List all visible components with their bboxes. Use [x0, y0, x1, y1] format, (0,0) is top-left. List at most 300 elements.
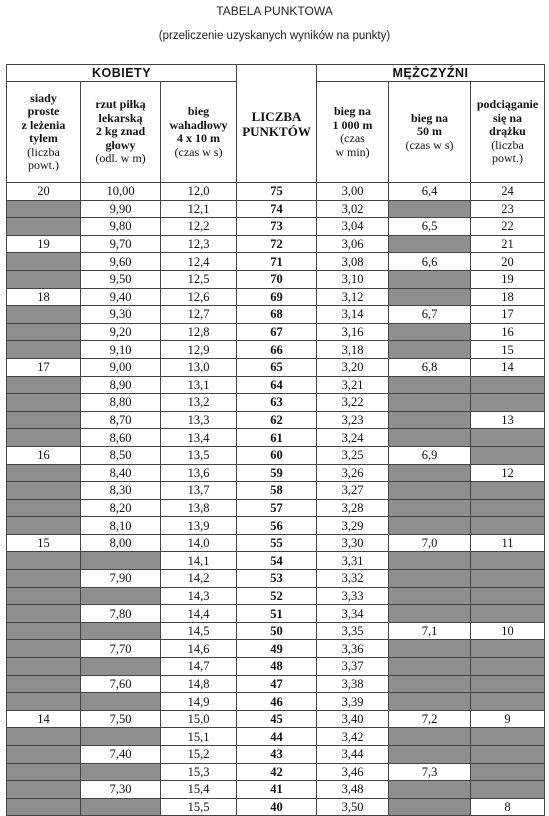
points-cell: 71: [237, 253, 317, 271]
pullups-cell: [471, 728, 545, 746]
points-cell: 67: [237, 323, 317, 341]
shuttle-run-cell: 13,0: [161, 358, 237, 376]
run-1000m-cell: 3,30: [317, 534, 389, 552]
situps-cell: [7, 728, 81, 746]
ball-throw-cell: 8,60: [81, 429, 161, 447]
ball-throw-cell: 9,00: [81, 358, 161, 376]
run-50m-cell: [389, 464, 471, 482]
ball-throw-cell: 9,50: [81, 270, 161, 288]
situps-cell: [7, 482, 81, 500]
shuttle-run-cell: 12,8: [161, 323, 237, 341]
ball-throw-cell: [81, 622, 161, 640]
pullups-cell: 12: [471, 464, 545, 482]
ball-throw-cell: 9,30: [81, 306, 161, 324]
shuttle-run-cell: 12,1: [161, 200, 237, 218]
ball-throw-cell: [81, 587, 161, 605]
table-row: [7, 675, 545, 693]
points-cell: 72: [237, 235, 317, 253]
run-50m-header: [389, 82, 471, 183]
run-1000m-cell: 3,12: [317, 288, 389, 306]
run-1000m-cell: 3,27: [317, 482, 389, 500]
situps-cell: [7, 218, 81, 236]
run-1000m-cell: 3,26: [317, 464, 389, 482]
run-50m-cell: 7,3: [389, 763, 471, 781]
ball-throw-cell: 9,40: [81, 288, 161, 306]
table-row: [7, 323, 545, 341]
header-line: 2 kg znad: [95, 124, 146, 139]
ball-throw-cell: 9,20: [81, 323, 161, 341]
pullups-cell: 22: [471, 218, 545, 236]
shuttle-run-cell: 14,3: [161, 587, 237, 605]
situps-cell: 14: [7, 710, 81, 728]
shuttle-run-cell: 13,5: [161, 446, 237, 464]
points-cell: 47: [237, 675, 317, 693]
pullups-cell: 16: [471, 323, 545, 341]
points-cell: 74: [237, 200, 317, 218]
table-row: [7, 746, 545, 764]
ball-throw-cell: 9,90: [81, 200, 161, 218]
points-cell: 48: [237, 658, 317, 676]
situps-cell: 20: [7, 183, 81, 201]
shuttle-run-cell: 12,0: [161, 183, 237, 201]
run-50m-cell: 6,4: [389, 183, 471, 201]
run-50m-cell: 7,2: [389, 710, 471, 728]
table-row: [7, 781, 545, 799]
situps-cell: [7, 323, 81, 341]
situps-cell: [7, 429, 81, 447]
points-cell: 45: [237, 710, 317, 728]
table-row: [7, 728, 545, 746]
situps-cell: [7, 499, 81, 517]
pullups-cell: 10: [471, 622, 545, 640]
ball-throw-cell: 8,40: [81, 464, 161, 482]
points-cell: 66: [237, 341, 317, 359]
header-unit: powt.): [28, 158, 59, 172]
points-cell: 63: [237, 394, 317, 412]
header-line: siady: [30, 90, 57, 105]
shuttle-run-cell: 12,4: [161, 253, 237, 271]
situps-cell: [7, 658, 81, 676]
header-line: wahadłowy: [169, 117, 228, 132]
situps-cell: [7, 253, 81, 271]
run-1000m-cell: 3,33: [317, 587, 389, 605]
situps-cell: [7, 552, 81, 570]
run-50m-cell: [389, 341, 471, 359]
header-line: z leżenia: [21, 117, 66, 132]
header-line: bieg na: [334, 104, 372, 118]
points-cell: 52: [237, 587, 317, 605]
points-cell: 61: [237, 429, 317, 447]
run-1000m-cell: 3,35: [317, 622, 389, 640]
pullups-cell: [471, 499, 545, 517]
shuttle-run-cell: 14,5: [161, 622, 237, 640]
ball-throw-cell: [81, 693, 161, 711]
situps-header: [7, 82, 81, 183]
shuttle-run-cell: 14,6: [161, 640, 237, 658]
header-line: podciąganie: [476, 97, 539, 112]
points-cell: 60: [237, 446, 317, 464]
shuttle-run-cell: 13,3: [161, 411, 237, 429]
run-50m-cell: [389, 587, 471, 605]
points-cell: 43: [237, 746, 317, 764]
table-row: [7, 446, 545, 464]
run-50m-cell: 7,1: [389, 622, 471, 640]
run-50m-cell: 6,8: [389, 358, 471, 376]
ball-throw-cell: 8,70: [81, 411, 161, 429]
table-row: [7, 411, 545, 429]
run-50m-cell: [389, 746, 471, 764]
run-1000m-cell: 3,18: [317, 341, 389, 359]
shuttle-run-cell: 14,4: [161, 605, 237, 623]
run-1000m-cell: 3,50: [317, 798, 389, 816]
pullups-cell: [471, 446, 545, 464]
header-unit: (czas: [340, 131, 365, 145]
page-title: TABELA PUNKTOWA: [216, 4, 333, 18]
header-line: proste: [27, 104, 60, 118]
run-1000m-cell: 3,10: [317, 270, 389, 288]
run-50m-cell: [389, 288, 471, 306]
table-row: [7, 270, 545, 288]
header-unit: (odl. w m): [95, 151, 146, 166]
run-1000m-cell: 3,29: [317, 517, 389, 535]
run-1000m-cell: 3,44: [317, 746, 389, 764]
header-line: głowy: [105, 137, 136, 152]
ball-throw-cell: 9,60: [81, 253, 161, 271]
table-row: [7, 482, 545, 500]
pullups-cell: [471, 693, 545, 711]
run-50m-cell: [389, 605, 471, 623]
run-50m-cell: [389, 200, 471, 218]
table-row: [7, 499, 545, 517]
run-50m-cell: 7,0: [389, 534, 471, 552]
run-50m-cell: 6,5: [389, 218, 471, 236]
pullups-cell: [471, 394, 545, 412]
pullups-cell: 9: [471, 710, 545, 728]
run-50m-cell: [389, 728, 471, 746]
run-1000m-cell: 3,16: [317, 323, 389, 341]
points-cell: 41: [237, 781, 317, 799]
situps-cell: 19: [7, 235, 81, 253]
shuttle-run-cell: 12,9: [161, 341, 237, 359]
pullups-cell: 21: [471, 235, 545, 253]
situps-cell: [7, 798, 81, 816]
situps-cell: [7, 781, 81, 799]
shuttle-run-cell: 13,6: [161, 464, 237, 482]
table-row: [7, 376, 545, 394]
points-column-header: [237, 65, 317, 183]
ball-throw-cell: 8,90: [81, 376, 161, 394]
ball-throw-cell: 7,80: [81, 605, 161, 623]
header-line: 50 m: [417, 124, 443, 139]
table-row: [7, 570, 545, 588]
pullups-cell: [471, 746, 545, 764]
pullups-cell: 8: [471, 798, 545, 816]
shuttle-run-cell: 15,5: [161, 798, 237, 816]
table-row: [7, 394, 545, 412]
shuttle-run-cell: 15,2: [161, 746, 237, 764]
pullups-cell: 13: [471, 411, 545, 429]
pullups-cell: 20: [471, 253, 545, 271]
points-cell: 62: [237, 411, 317, 429]
situps-cell: [7, 622, 81, 640]
run-1000m-cell: 3,36: [317, 640, 389, 658]
page-subtitle: (przeliczenie uzyskanych wyników na punkty): [158, 30, 391, 42]
situps-cell: [7, 693, 81, 711]
ball-throw-cell: 9,10: [81, 341, 161, 359]
situps-cell: [7, 411, 81, 429]
run-50m-cell: 6,6: [389, 253, 471, 271]
run-1000m-cell: 3,42: [317, 728, 389, 746]
ball-throw-cell: 7,40: [81, 746, 161, 764]
points-header-line: PUNKTÓW: [242, 123, 311, 139]
pullups-cell: 17: [471, 306, 545, 324]
table-row: [7, 763, 545, 781]
table-row: [7, 517, 545, 535]
situps-cell: [7, 464, 81, 482]
situps-cell: [7, 517, 81, 535]
pullups-cell: 18: [471, 288, 545, 306]
ball-throw-cell: 7,70: [81, 640, 161, 658]
pullups-cell: 15: [471, 341, 545, 359]
ball-throw-cell: 7,30: [81, 781, 161, 799]
run-1000m-cell: 3,46: [317, 763, 389, 781]
shuttle-run-cell: 14,8: [161, 675, 237, 693]
pullups-cell: [471, 640, 545, 658]
run-1000m-cell: 3,37: [317, 658, 389, 676]
header-unit: (czas w s): [405, 137, 454, 152]
table-row: [7, 622, 545, 640]
run-1000m-cell: 3,48: [317, 781, 389, 799]
pullups-cell: 11: [471, 534, 545, 552]
run-1000m-cell: 3,39: [317, 693, 389, 711]
pullups-cell: 24: [471, 183, 545, 201]
table-row: [7, 587, 545, 605]
situps-cell: [7, 394, 81, 412]
points-cell: 59: [237, 464, 317, 482]
points-cell: 53: [237, 570, 317, 588]
pullups-cell: [471, 658, 545, 676]
shuttle-run-cell: 15,4: [161, 781, 237, 799]
points-cell: 75: [237, 183, 317, 201]
header-unit: powt.): [492, 151, 524, 166]
table-row: [7, 200, 545, 218]
header-unit: (liczba: [27, 144, 60, 159]
run-50m-cell: [389, 482, 471, 500]
table-row: [7, 798, 545, 816]
situps-cell: [7, 306, 81, 324]
situps-cell: [7, 763, 81, 781]
ball-throw-cell: 8,10: [81, 517, 161, 535]
run-1000m-cell: 3,21: [317, 376, 389, 394]
run-1000m-cell: 3,02: [317, 200, 389, 218]
situps-cell: [7, 587, 81, 605]
shuttle-run-cell: 13,9: [161, 517, 237, 535]
run-50m-cell: [389, 323, 471, 341]
table-row: [7, 640, 545, 658]
table-row: [7, 358, 545, 376]
run-1000m-cell: 3,14: [317, 306, 389, 324]
header-line: się na: [493, 110, 523, 125]
shuttle-run-cell: 15,3: [161, 763, 237, 781]
ball-throw-cell: [81, 658, 161, 676]
situps-cell: 18: [7, 288, 81, 306]
run-1000m-cell: 3,32: [317, 570, 389, 588]
situps-cell: [7, 640, 81, 658]
group-header-row: [7, 65, 545, 82]
ball-throw-cell: 9,70: [81, 235, 161, 253]
situps-cell: [7, 341, 81, 359]
header-line: bieg: [187, 104, 210, 118]
table-row: [7, 710, 545, 728]
header-line: bieg na: [411, 110, 449, 125]
table-row: [7, 552, 545, 570]
shuttle-run-cell: 12,3: [161, 235, 237, 253]
points-cell: 42: [237, 763, 317, 781]
run-1000m-cell: 3,20: [317, 358, 389, 376]
run-50m-cell: [389, 376, 471, 394]
pullups-cell: 14: [471, 358, 545, 376]
run-50m-cell: [389, 499, 471, 517]
pullups-cell: [471, 781, 545, 799]
run-50m-cell: [389, 429, 471, 447]
points-cell: 56: [237, 517, 317, 535]
men-group-header: MĘŻCZYŹNI: [317, 65, 545, 82]
ball-throw-cell: [81, 763, 161, 781]
ball-throw-cell: 8,30: [81, 482, 161, 500]
pullups-cell: [471, 482, 545, 500]
pullups-cell: [471, 675, 545, 693]
header-unit: w min): [335, 144, 370, 159]
pullups-cell: [471, 763, 545, 781]
shuttle-run-cell: 13,2: [161, 394, 237, 412]
ball-throw-cell: 7,90: [81, 570, 161, 588]
points-cell: 68: [237, 306, 317, 324]
situps-cell: 17: [7, 358, 81, 376]
run-50m-cell: 6,7: [389, 306, 471, 324]
shuttle-run-cell: 15,1: [161, 728, 237, 746]
ball-throw-cell: 8,50: [81, 446, 161, 464]
run-1000m-cell: 3,22: [317, 394, 389, 412]
shuttle-run-header: [161, 82, 237, 183]
header-unit: (czas w s): [174, 144, 223, 159]
ball-throw-cell: 7,60: [81, 675, 161, 693]
run-50m-cell: [389, 517, 471, 535]
run-1000m-cell: 3,38: [317, 675, 389, 693]
pullups-cell: [471, 429, 545, 447]
points-header-line: LICZBA: [251, 108, 302, 124]
points-cell: 49: [237, 640, 317, 658]
run-1000m-cell: 3,25: [317, 446, 389, 464]
header-line: rzut piłką: [95, 97, 146, 112]
table-row: [7, 429, 545, 447]
table-row: [7, 306, 545, 324]
situps-cell: [7, 200, 81, 218]
run-1000m-cell: 3,04: [317, 218, 389, 236]
table-row: [7, 235, 545, 253]
points-cell: 70: [237, 270, 317, 288]
points-cell: 40: [237, 798, 317, 816]
points-cell: 73: [237, 218, 317, 236]
situps-cell: [7, 605, 81, 623]
situps-cell: 16: [7, 446, 81, 464]
shuttle-run-cell: 15,0: [161, 710, 237, 728]
run-50m-cell: [389, 640, 471, 658]
run-50m-cell: [389, 552, 471, 570]
run-50m-cell: [389, 570, 471, 588]
table-row: [7, 693, 545, 711]
shuttle-run-cell: 13,4: [161, 429, 237, 447]
run-50m-cell: [389, 235, 471, 253]
header-unit: (liczba: [491, 137, 524, 152]
shuttle-run-cell: 12,2: [161, 218, 237, 236]
pullups-cell: [471, 552, 545, 570]
run-50m-cell: [389, 411, 471, 429]
shuttle-run-cell: 12,5: [161, 270, 237, 288]
points-table: [6, 64, 545, 816]
header-line: tyłem: [29, 131, 58, 145]
header-line: lekarską: [98, 110, 143, 125]
shuttle-run-cell: 14,7: [161, 658, 237, 676]
points-cell: 65: [237, 358, 317, 376]
points-cell: 54: [237, 552, 317, 570]
ball-throw-cell: 10,00: [81, 183, 161, 201]
situps-cell: [7, 270, 81, 288]
situps-cell: [7, 746, 81, 764]
run-50m-cell: [389, 675, 471, 693]
run-1000m-cell: 3,23: [317, 411, 389, 429]
shuttle-run-cell: 14,0: [161, 534, 237, 552]
table-row: [7, 183, 545, 201]
header-line: 1 000 m: [332, 117, 373, 132]
situps-cell: [7, 376, 81, 394]
shuttle-run-cell: 14,1: [161, 552, 237, 570]
pullups-cell: [471, 517, 545, 535]
run-50m-cell: 6,9: [389, 446, 471, 464]
points-cell: 55: [237, 534, 317, 552]
women-group-header: KOBIETY: [7, 65, 237, 82]
situps-cell: 15: [7, 534, 81, 552]
points-cell: 69: [237, 288, 317, 306]
run-1000m-cell: 3,40: [317, 710, 389, 728]
run-50m-cell: [389, 693, 471, 711]
ball-throw-cell: 8,00: [81, 534, 161, 552]
run-1000m-cell: 3,00: [317, 183, 389, 201]
run-1000m-cell: 3,24: [317, 429, 389, 447]
shuttle-run-cell: 13,8: [161, 499, 237, 517]
shuttle-run-cell: 12,7: [161, 306, 237, 324]
header-line: drążku: [489, 124, 526, 139]
run-1000m-header: [317, 82, 389, 183]
run-1000m-cell: 3,34: [317, 605, 389, 623]
ball-throw-cell: 8,20: [81, 499, 161, 517]
points-cell: 57: [237, 499, 317, 517]
ball-throw-cell: [81, 552, 161, 570]
run-50m-cell: [389, 781, 471, 799]
shuttle-run-cell: 13,7: [161, 482, 237, 500]
run-50m-cell: [389, 658, 471, 676]
table-row: [7, 341, 545, 359]
table-row: [7, 534, 545, 552]
table-row: [7, 658, 545, 676]
run-50m-cell: [389, 798, 471, 816]
pullups-cell: [471, 376, 545, 394]
situps-cell: [7, 570, 81, 588]
shuttle-run-cell: 14,2: [161, 570, 237, 588]
points-cell: 58: [237, 482, 317, 500]
ball-throw-header: [81, 82, 161, 183]
pullups-header: [471, 82, 545, 183]
table-row: [7, 253, 545, 271]
